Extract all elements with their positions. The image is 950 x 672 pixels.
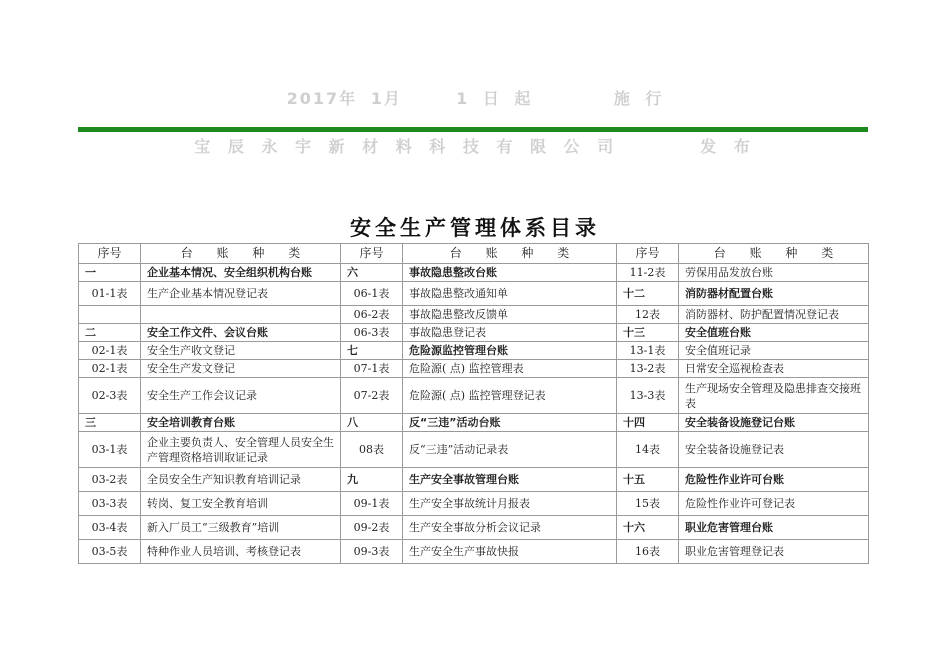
section-title: 职业危害管理台账 bbox=[679, 516, 869, 540]
entry-title: 反“三违”活动记录表 bbox=[403, 432, 617, 468]
table-row bbox=[79, 342, 869, 360]
entry-title: 生产安全事故分析会议记录 bbox=[403, 516, 617, 540]
section-title: 危险性作业许可台账 bbox=[679, 468, 869, 492]
entry-title: 企业主要负责人、安全管理人员安全生产管理资格培训取证记录 bbox=[141, 432, 341, 468]
entry-title: 全员安全生产知识教育培训记录 bbox=[141, 468, 341, 492]
entry-number: 03-3表 bbox=[79, 492, 141, 516]
entry-number: 二 bbox=[79, 324, 141, 342]
col-header-seq: 序号 bbox=[341, 244, 403, 264]
table-row bbox=[79, 282, 869, 306]
entry-number: 十六 bbox=[617, 516, 679, 540]
section-title: 消防器材配置台账 bbox=[679, 282, 869, 306]
entry-title: 事故隐患整改反馈单 bbox=[403, 306, 617, 324]
entry-title: 安全装备设施登记表 bbox=[679, 432, 869, 468]
entry-number: 十二 bbox=[617, 282, 679, 306]
entry-number: 六 bbox=[341, 264, 403, 282]
section-title: 企业基本情况、安全组织机构台账 bbox=[141, 264, 341, 282]
entry-number: 03-5表 bbox=[79, 540, 141, 564]
table-row bbox=[79, 492, 869, 516]
section-title: 安全值班台账 bbox=[679, 324, 869, 342]
entry-title: 事故隐患登记表 bbox=[403, 324, 617, 342]
table-row bbox=[79, 432, 869, 468]
table-header-row bbox=[79, 244, 869, 264]
entry-number: 08表 bbox=[341, 432, 403, 468]
entry-number: 八 bbox=[341, 414, 403, 432]
entry-title: 新入厂员工“三级教育”培训 bbox=[141, 516, 341, 540]
col-header-kind: 台 账 种 类 bbox=[679, 244, 869, 264]
entry-title: 生产安全事故统计月报表 bbox=[403, 492, 617, 516]
entry-title: 安全值班记录 bbox=[679, 342, 869, 360]
section-title: 危险源监控管理台账 bbox=[403, 342, 617, 360]
entry-number: 12表 bbox=[617, 306, 679, 324]
entry-title: 生产安全生产事故快报 bbox=[403, 540, 617, 564]
entry-number: 三 bbox=[79, 414, 141, 432]
table-row bbox=[79, 306, 869, 324]
table-row bbox=[79, 414, 869, 432]
entry-number: 13-3表 bbox=[617, 378, 679, 414]
entry-number: 13-2表 bbox=[617, 360, 679, 378]
document-title: 安全生产管理体系目录 bbox=[350, 216, 600, 240]
entry-number: 十四 bbox=[617, 414, 679, 432]
effective-date: 2017年 1月 1 日 起 施 行 bbox=[286, 89, 664, 108]
entry-title: 转岗、复工安全教育培训 bbox=[141, 492, 341, 516]
entry-title bbox=[141, 306, 341, 324]
section-title: 安全装备设施登记台账 bbox=[679, 414, 869, 432]
table-row bbox=[79, 324, 869, 342]
entry-title: 安全生产工作会议记录 bbox=[141, 378, 341, 414]
section-title: 安全培训教育台账 bbox=[141, 414, 341, 432]
entry-number: 一 bbox=[79, 264, 141, 282]
table-row bbox=[79, 360, 869, 378]
entry-number: 06-2表 bbox=[341, 306, 403, 324]
entry-title: 特种作业人员培训、考核登记表 bbox=[141, 540, 341, 564]
publisher-line: 宝 辰 永 宇 新 材 料 科 技 有 限 公 司 发 布 bbox=[194, 137, 756, 156]
entry-number: 06-1表 bbox=[341, 282, 403, 306]
entry-number: 02-3表 bbox=[79, 378, 141, 414]
section-title: 反“三违”活动台账 bbox=[403, 414, 617, 432]
entry-title: 危险源( 点) 监控管理表 bbox=[403, 360, 617, 378]
section-title: 事故隐患整改台账 bbox=[403, 264, 617, 282]
section-title: 生产安全事故管理台账 bbox=[403, 468, 617, 492]
entry-number: 07-2表 bbox=[341, 378, 403, 414]
entry-title: 安全生产发文登记 bbox=[141, 360, 341, 378]
entry-number: 11-2表 bbox=[617, 264, 679, 282]
entry-title: 危险源( 点) 监控管理登记表 bbox=[403, 378, 617, 414]
entry-number: 09-2表 bbox=[341, 516, 403, 540]
entry-number: 02-1表 bbox=[79, 342, 141, 360]
entry-number: 07-1表 bbox=[341, 360, 403, 378]
col-header-seq: 序号 bbox=[79, 244, 141, 264]
catalog-table-body bbox=[79, 244, 869, 564]
entry-number: 14表 bbox=[617, 432, 679, 468]
col-header-seq: 序号 bbox=[617, 244, 679, 264]
entry-number: 03-4表 bbox=[79, 516, 141, 540]
entry-title: 安全生产收文登记 bbox=[141, 342, 341, 360]
entry-title: 日常安全巡视检查表 bbox=[679, 360, 869, 378]
catalog-table bbox=[78, 243, 869, 564]
entry-number: 16表 bbox=[617, 540, 679, 564]
col-header-kind: 台 账 种 类 bbox=[403, 244, 617, 264]
entry-number: 十五 bbox=[617, 468, 679, 492]
entry-title: 职业危害管理登记表 bbox=[679, 540, 869, 564]
entry-number: 九 bbox=[341, 468, 403, 492]
entry-number: 03-1表 bbox=[79, 432, 141, 468]
col-header-kind: 台 账 种 类 bbox=[141, 244, 341, 264]
entry-title: 危险性作业许可登记表 bbox=[679, 492, 869, 516]
entry-number bbox=[79, 306, 141, 324]
entry-title: 劳保用品发放台账 bbox=[679, 264, 869, 282]
entry-number: 01-1表 bbox=[79, 282, 141, 306]
entry-number: 09-1表 bbox=[341, 492, 403, 516]
entry-title: 事故隐患整改通知单 bbox=[403, 282, 617, 306]
entry-number: 02-1表 bbox=[79, 360, 141, 378]
entry-number: 06-3表 bbox=[341, 324, 403, 342]
table-row bbox=[79, 264, 869, 282]
table-row bbox=[79, 468, 869, 492]
green-divider bbox=[78, 127, 868, 132]
table-row bbox=[79, 540, 869, 564]
table-row bbox=[79, 516, 869, 540]
entry-number: 15表 bbox=[617, 492, 679, 516]
entry-number: 03-2表 bbox=[79, 468, 141, 492]
entry-number: 09-3表 bbox=[341, 540, 403, 564]
table-row bbox=[79, 378, 869, 414]
entry-number: 十三 bbox=[617, 324, 679, 342]
entry-title: 生产企业基本情况登记表 bbox=[141, 282, 341, 306]
section-title: 安全工作文件、会议台账 bbox=[141, 324, 341, 342]
entry-number: 13-1表 bbox=[617, 342, 679, 360]
entry-title: 消防器材、防护配置情况登记表 bbox=[679, 306, 869, 324]
entry-title: 生产现场安全管理及隐患排查交接班表 bbox=[679, 378, 869, 414]
entry-number: 七 bbox=[341, 342, 403, 360]
